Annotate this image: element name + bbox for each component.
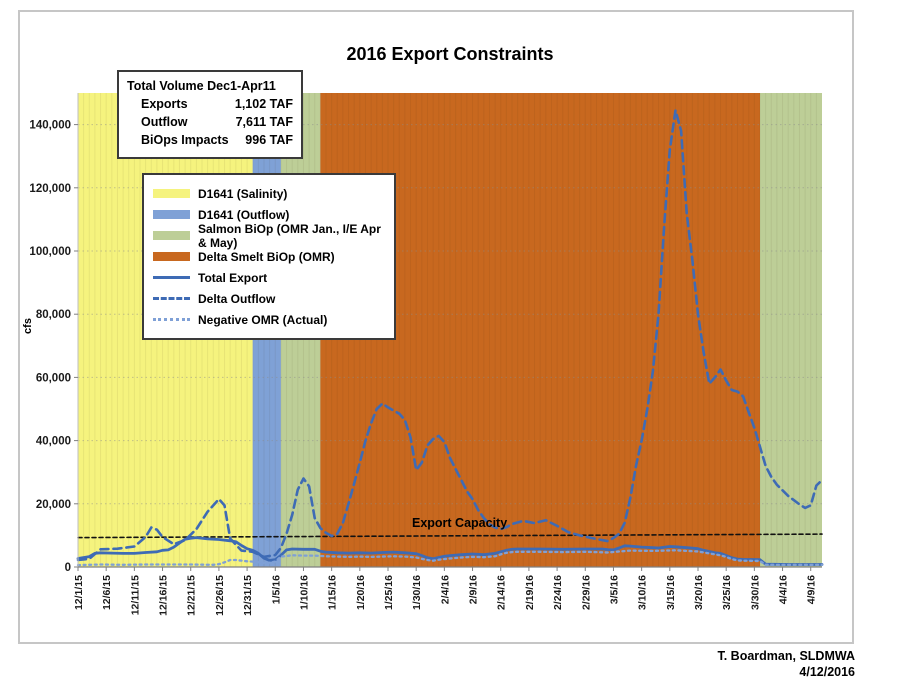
x-tick-label: 12/21/15: [185, 575, 198, 616]
legend-label: Total Export: [198, 270, 268, 285]
legend-swatch-yellow-band: [153, 189, 190, 198]
chart-title: 2016 Export Constraints: [346, 44, 554, 64]
legend-item: [153, 267, 385, 288]
x-tick-label: 3/10/16: [636, 575, 649, 611]
legend-label: Negative OMR (Actual): [198, 312, 328, 327]
stat-value-outflow: 7,611 TAF: [235, 115, 293, 129]
legend: [142, 173, 396, 340]
attribution: [717, 648, 855, 680]
y-tick-label: 40,000: [35, 435, 71, 448]
stat-row-outflow: [127, 113, 293, 131]
x-tick-label: 3/30/16: [749, 575, 762, 611]
x-tick-label: 1/10/16: [298, 575, 311, 611]
y-tick-label: 120,000: [29, 182, 71, 195]
x-tick-label: 12/11/15: [129, 575, 142, 616]
legend-swatch-blue-band: [153, 210, 190, 219]
x-tick-label: 12/26/15: [213, 575, 226, 616]
x-tick-label: 12/1/15: [73, 575, 85, 611]
y-tick-label: 60,000: [35, 372, 71, 385]
legend-item: [153, 183, 385, 204]
stats-title: Total Volume Dec1-Apr11: [127, 79, 276, 93]
y-tick-label: 0: [64, 562, 71, 574]
stat-label-outflow: Outflow: [141, 115, 188, 129]
legend-swatch-green-band: [153, 231, 190, 240]
x-tick-label: 3/5/16: [608, 575, 621, 605]
legend-label: D1641 (Salinity): [198, 186, 288, 201]
stat-row-exports: [127, 95, 293, 113]
x-tick-label: 1/25/16: [383, 575, 395, 611]
x-tick-label: 1/15/16: [326, 575, 339, 611]
stat-row-biops: [127, 131, 293, 149]
x-tick-label: 2/24/16: [552, 575, 565, 611]
x-tick-label: 12/31/15: [242, 575, 255, 616]
legend-item: [153, 221, 385, 250]
y-tick-label: 100,000: [29, 246, 71, 258]
x-tick-label: 4/9/16: [805, 575, 818, 605]
x-tick-label: 2/19/16: [523, 575, 536, 611]
y-tick-label: 20,000: [35, 498, 71, 511]
x-tick-label: 1/30/16: [411, 575, 424, 611]
y-axis-title: cfs: [21, 318, 34, 334]
stats-box: [117, 70, 303, 159]
legend-swatch-orange-band: [153, 252, 190, 261]
export-capacity-label: Export Capacity: [412, 516, 508, 530]
y-tick-label: 80,000: [35, 309, 71, 322]
x-tick-label: 1/20/16: [354, 575, 367, 611]
x-tick-label: 3/25/16: [721, 575, 734, 611]
x-tick-label: 3/20/16: [693, 575, 705, 611]
legend-swatch-dashed-line: [153, 297, 190, 300]
x-tick-label: 2/14/16: [495, 575, 508, 611]
legend-item: [153, 309, 385, 330]
legend-item: [153, 288, 385, 309]
attribution-author: T. Boardman, SLDMWA: [717, 649, 855, 663]
x-tick-label: 4/4/16: [777, 575, 790, 605]
legend-label: Salmon BiOp (OMR Jan., I/E Apr & May): [198, 221, 381, 250]
stat-value-biops: 996 TAF: [245, 133, 293, 147]
x-tick-label: 12/6/15: [101, 575, 114, 611]
stat-label-biops: BiOps Impacts: [141, 133, 229, 147]
attribution-date: 4/12/2016: [799, 665, 855, 679]
y-tick-label: 140,000: [29, 119, 71, 132]
y-axis-ticks: [29, 120, 78, 574]
x-tick-label: 3/15/16: [664, 575, 677, 611]
legend-label: Delta Outflow: [198, 291, 276, 306]
x-tick-label: 12/16/15: [157, 575, 170, 616]
x-tick-label: 2/4/16: [439, 575, 452, 605]
x-tick-label: 2/9/16: [467, 575, 480, 605]
legend-swatch-solid-line: [153, 276, 190, 279]
legend-label: Delta Smelt BiOp (OMR): [198, 249, 335, 264]
x-tick-label: 1/5/16: [270, 575, 283, 605]
legend-label: D1641 (Outflow): [198, 207, 290, 222]
x-tick-label: 2/29/16: [580, 575, 593, 611]
legend-swatch-dotted-line: [153, 318, 190, 321]
x-axis-ticks: [73, 567, 818, 616]
stat-value-exports: 1,102 TAF: [234, 97, 293, 111]
stat-label-exports: Exports: [141, 97, 188, 111]
